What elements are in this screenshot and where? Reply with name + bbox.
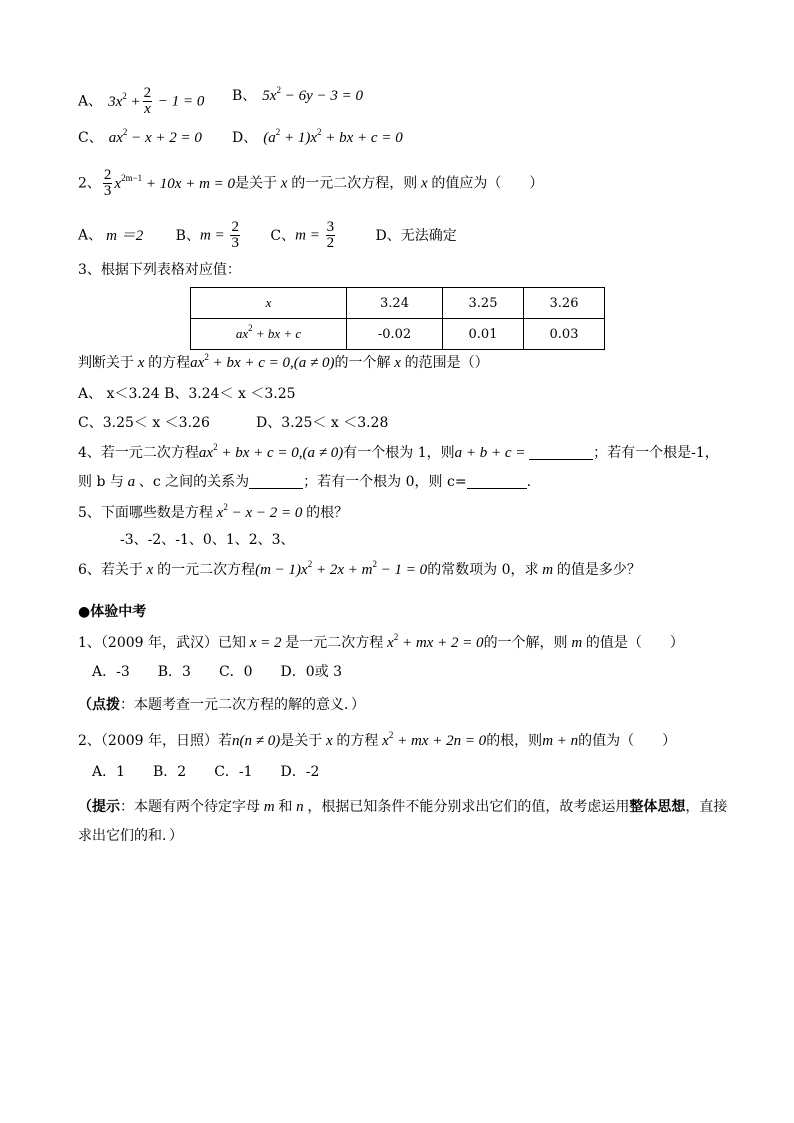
q1-option-b: B、 $5x^2 - 6y - 3 = 0$ [232,85,364,104]
q1-option-d: D、 $(a^2 + 1)x^2$ + bx + c = 0 [232,127,403,146]
q5-numbers: -3、-2、-1、0、1、2、3、 [120,532,295,548]
table-cell: 3.26 [524,288,605,319]
fraction-2-over-3: $\frac{2}{3}$ [103,167,112,199]
q4-line2: 则 b 与 a 、c 之间的关系为 ；若有一个根为 0，则 c= . [78,474,532,490]
answer-blank[interactable] [249,474,303,489]
q3-option-c: C、3.25＜ x ＜3.26 [78,415,210,431]
table-cell: 0.03 [524,319,605,350]
fraction-2-over-x: $\frac{2}{x}$ [143,85,152,117]
section-title: ●体验中考 [78,604,147,620]
q6-stem: 6、若关于 x 的一元二次方程$(m - 1)x^2 + 2x + m^2 - 1 = 0$的常数项为 0，求 m 的值是多少？ [78,559,641,578]
answer-blank[interactable] [467,474,527,489]
q1-option-c: C、 $ax^2 - x + 2 = 0$ [78,127,202,146]
exam-q1-stem: 1、（2009 年，武汉）已知 x = 2 是一元二次方程 $x^2$ + mx + 2 = 0的一个解，则 m 的值是（ ） [78,632,684,651]
q1-option-a: A、 $3x^2$ + $\frac{2}{x}$ − 1 = 0 [78,85,205,117]
table-row [191,319,605,350]
exam-q1-options: A．-3 B．3 C．0 D．0或 3 [92,664,343,680]
q5-stem: 5、下面哪些数是方程 $x^2 - x - 2 = 0$ 的根？ [78,502,349,521]
exam-q2-stem: 2、（2009 年，日照）若n(n ≠ 0)是关于 x 的方程 $x^2$ + mx + 2n = 0的根，则m + n的值为（ ） [78,730,677,749]
table-header-x: x [191,288,347,319]
table-cell: 0.01 [443,319,524,350]
table-header-expression: $ax^2$ + bx + c [191,319,347,350]
q3-value-table [190,287,605,350]
q3-intro: 3、根据下列表格对应值： [78,262,241,278]
table-cell: 3.25 [443,288,524,319]
q2-stem: 2、 $\frac{2}{3}$ $x^{2m-1} + 10x + m = 0$是关于 x 的一元二次方程，则 x 的值应为（ ） [78,167,544,199]
table-cell: 3.24 [347,288,443,319]
exam-q1-hint: （点拨：本题考查一元二次方程的解的意义．） [78,697,365,713]
table-row [191,288,605,319]
exam-q2-hint-line1: （提示：本题有两个待定字母 m 和 n ，根据已知条件不能分别求出它们的值，故考虑运用整体思想，直接 [78,799,728,815]
q3-judge: 判断关于 x 的方程$ax^2$ + bx + c = 0,(a ≠ 0)的一个解 x 的范围是（） [78,352,489,371]
exam-q2-options: A．1 B．2 C．-1 D．-2 [92,764,320,780]
q4-line1: 4、若一元二次方程$ax^2$ + bx + c = 0,(a ≠ 0)有一个根为 1，则a + b + c = ；若有一个根是-1， [78,442,719,461]
q3-options-ab: A、 x＜3.24 B、3.24＜ x ＜3.25 [78,386,296,402]
q2-options: A、 m ＝2 B、m = $\frac{2}{3}$ C、m = $\frac{3}{2}$ D、无法确定 [78,219,457,251]
answer-blank[interactable] [529,445,593,460]
exam-q2-hint-line2: 求出它们的和．） [78,828,183,844]
q3-option-d: D、3.25＜ x ＜3.28 [256,415,389,431]
table-cell: -0.02 [347,319,443,350]
